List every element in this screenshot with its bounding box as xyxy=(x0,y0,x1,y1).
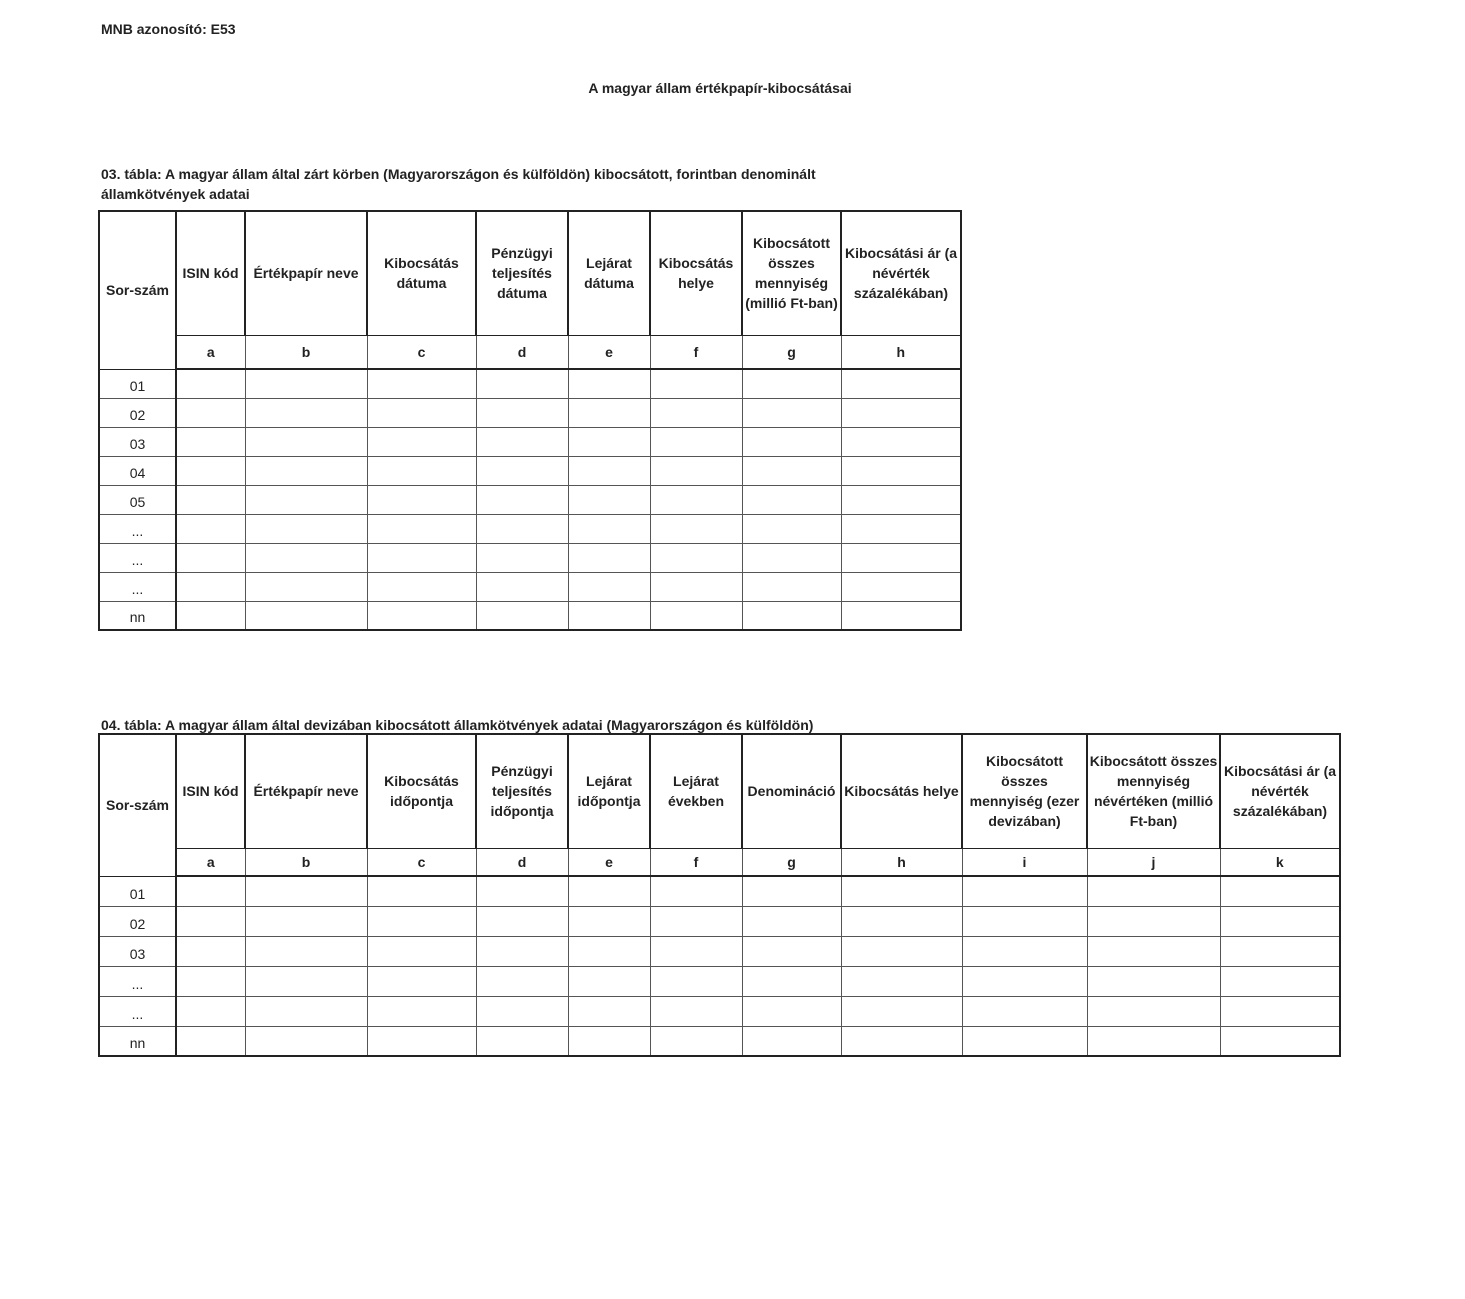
table-04-caption: 04. tábla: A magyar állam által devizában kibocsátott államkötvények adatai (Magyarországon és külföldön) xyxy=(101,717,814,733)
data-cell[interactable] xyxy=(742,996,841,1026)
column-header: Denomináció xyxy=(742,734,841,848)
row-number: 01 xyxy=(99,876,176,906)
row-number: 03 xyxy=(99,427,176,456)
data-cell[interactable] xyxy=(650,966,742,996)
table-row xyxy=(99,1026,1340,1056)
data-cell[interactable] xyxy=(650,543,742,572)
data-cell[interactable] xyxy=(962,966,1087,996)
table-row xyxy=(99,966,1340,996)
data-cell[interactable] xyxy=(367,543,476,572)
data-cell[interactable] xyxy=(1220,966,1340,996)
data-cell[interactable] xyxy=(245,936,367,966)
data-cell[interactable] xyxy=(841,966,962,996)
column-header: Lejárat időpontja xyxy=(568,734,650,848)
data-cell[interactable] xyxy=(650,369,742,398)
column-letter: c xyxy=(367,335,476,369)
data-cell[interactable] xyxy=(176,572,245,601)
data-cell[interactable] xyxy=(841,398,961,427)
table-row xyxy=(99,398,961,427)
data-cell[interactable] xyxy=(841,427,961,456)
table-03-caption: 03. tábla: A magyar állam által zárt körben (Magyarországon és külföldön) kibocsátott, forintban denominált államkötvények adatai xyxy=(101,166,816,202)
column-header: Pénzügyi teljesítés dátuma xyxy=(476,211,568,335)
data-cell[interactable] xyxy=(568,1026,650,1056)
data-cell[interactable] xyxy=(841,996,962,1026)
table-row xyxy=(99,514,961,543)
column-letter: e xyxy=(568,848,650,876)
data-cell[interactable] xyxy=(245,1026,367,1056)
column-header: Lejárat dátuma xyxy=(568,211,650,335)
data-cell[interactable] xyxy=(367,996,476,1026)
data-cell[interactable] xyxy=(1220,906,1340,936)
data-cell[interactable] xyxy=(742,369,841,398)
data-cell[interactable] xyxy=(476,906,568,936)
data-cell[interactable] xyxy=(176,369,245,398)
data-cell[interactable] xyxy=(1087,1026,1220,1056)
column-letter: a xyxy=(176,848,245,876)
data-cell[interactable] xyxy=(742,1026,841,1056)
data-cell[interactable] xyxy=(568,398,650,427)
column-header: Kibocsátott összes mennyiség (ezer devizában) xyxy=(962,734,1087,848)
table-row xyxy=(99,543,961,572)
column-header: Kibocsátási ár (a névérték százalékában) xyxy=(841,211,961,335)
data-cell[interactable] xyxy=(742,906,841,936)
column-header: Értékpapír neve xyxy=(245,211,367,335)
data-cell[interactable] xyxy=(367,456,476,485)
row-number: 02 xyxy=(99,398,176,427)
row-number: 02 xyxy=(99,906,176,936)
column-letter: g xyxy=(742,335,841,369)
column-header: Értékpapír neve xyxy=(245,734,367,848)
data-cell[interactable] xyxy=(176,514,245,543)
data-cell[interactable] xyxy=(568,514,650,543)
data-cell[interactable] xyxy=(742,485,841,514)
data-cell[interactable] xyxy=(476,485,568,514)
data-cell[interactable] xyxy=(476,369,568,398)
table-row xyxy=(99,572,961,601)
sorszam-header: Sor-szám xyxy=(99,734,176,876)
row-number: ... xyxy=(99,996,176,1026)
data-cell[interactable] xyxy=(367,876,476,906)
data-cell[interactable] xyxy=(742,514,841,543)
table-row xyxy=(99,936,1340,966)
data-cell[interactable] xyxy=(176,427,245,456)
data-cell[interactable] xyxy=(245,996,367,1026)
column-letter: h xyxy=(841,848,962,876)
mnb-identifier: MNB azonosító: E53 xyxy=(101,21,236,37)
data-cell[interactable] xyxy=(1087,966,1220,996)
data-cell[interactable] xyxy=(650,936,742,966)
data-cell[interactable] xyxy=(841,1026,962,1056)
data-cell[interactable] xyxy=(650,514,742,543)
column-letter: e xyxy=(568,335,650,369)
data-cell[interactable] xyxy=(367,369,476,398)
data-cell[interactable] xyxy=(245,456,367,485)
data-cell[interactable] xyxy=(841,876,962,906)
data-cell[interactable] xyxy=(742,601,841,630)
data-cell[interactable] xyxy=(742,427,841,456)
column-header: Lejárat években xyxy=(650,734,742,848)
data-cell[interactable] xyxy=(742,876,841,906)
data-cell[interactable] xyxy=(245,876,367,906)
row-number: ... xyxy=(99,543,176,572)
data-cell[interactable] xyxy=(742,572,841,601)
data-cell[interactable] xyxy=(1087,876,1220,906)
data-cell[interactable] xyxy=(742,543,841,572)
data-cell[interactable] xyxy=(1220,936,1340,966)
row-number: nn xyxy=(99,1026,176,1056)
data-cell[interactable] xyxy=(245,906,367,936)
column-header: Kibocsátott összes mennyiség (millió Ft-ban) xyxy=(742,211,841,335)
row-number: ... xyxy=(99,572,176,601)
table-row xyxy=(99,996,1340,1026)
data-cell[interactable] xyxy=(176,485,245,514)
data-cell[interactable] xyxy=(650,906,742,936)
data-cell[interactable] xyxy=(176,966,245,996)
data-cell[interactable] xyxy=(841,369,961,398)
data-cell[interactable] xyxy=(245,369,367,398)
data-cell[interactable] xyxy=(568,543,650,572)
table-04 xyxy=(98,733,1341,1057)
data-cell[interactable] xyxy=(1087,936,1220,966)
row-number: 04 xyxy=(99,456,176,485)
column-header: Kibocsátás dátuma xyxy=(367,211,476,335)
column-letter: c xyxy=(367,848,476,876)
data-cell[interactable] xyxy=(476,966,568,996)
data-cell[interactable] xyxy=(476,936,568,966)
column-header: ISIN kód xyxy=(176,734,245,848)
table-03 xyxy=(98,210,962,631)
row-number: ... xyxy=(99,966,176,996)
data-cell[interactable] xyxy=(742,936,841,966)
data-cell[interactable] xyxy=(650,427,742,456)
row-number: 03 xyxy=(99,936,176,966)
table-row xyxy=(99,601,961,630)
data-cell[interactable] xyxy=(176,936,245,966)
table-row xyxy=(99,485,961,514)
data-cell[interactable] xyxy=(476,514,568,543)
data-cell[interactable] xyxy=(962,936,1087,966)
data-cell[interactable] xyxy=(841,543,961,572)
data-cell[interactable] xyxy=(841,906,962,936)
column-letter: a xyxy=(176,335,245,369)
data-cell[interactable] xyxy=(367,601,476,630)
column-header: Kibocsátási ár (a névérték százalékában) xyxy=(1220,734,1340,848)
data-cell[interactable] xyxy=(841,936,962,966)
sorszam-header: Sor-szám xyxy=(99,211,176,369)
data-cell[interactable] xyxy=(568,369,650,398)
data-cell[interactable] xyxy=(176,601,245,630)
row-number: 01 xyxy=(99,369,176,398)
data-cell[interactable] xyxy=(176,398,245,427)
data-cell[interactable] xyxy=(568,485,650,514)
data-cell[interactable] xyxy=(176,996,245,1026)
data-cell[interactable] xyxy=(650,398,742,427)
column-header: Kibocsátás helye xyxy=(841,734,962,848)
data-cell[interactable] xyxy=(650,876,742,906)
data-cell[interactable] xyxy=(1220,876,1340,906)
data-cell[interactable] xyxy=(962,906,1087,936)
data-cell[interactable] xyxy=(367,427,476,456)
data-cell[interactable] xyxy=(245,398,367,427)
data-cell[interactable] xyxy=(367,1026,476,1056)
data-cell[interactable] xyxy=(245,485,367,514)
column-header: Pénzügyi teljesítés időpontja xyxy=(476,734,568,848)
data-cell[interactable] xyxy=(245,572,367,601)
data-cell[interactable] xyxy=(841,601,961,630)
data-cell[interactable] xyxy=(650,572,742,601)
data-cell[interactable] xyxy=(476,427,568,456)
row-number: nn xyxy=(99,601,176,630)
data-cell[interactable] xyxy=(650,485,742,514)
data-cell[interactable] xyxy=(962,996,1087,1026)
column-letter: d xyxy=(476,335,568,369)
data-cell[interactable] xyxy=(568,456,650,485)
data-cell[interactable] xyxy=(367,398,476,427)
data-cell[interactable] xyxy=(476,601,568,630)
data-cell[interactable] xyxy=(1087,906,1220,936)
column-header: Kibocsátás időpontja xyxy=(367,734,476,848)
data-cell[interactable] xyxy=(650,1026,742,1056)
document-title: A magyar állam értékpapír-kibocsátásai xyxy=(588,80,852,96)
data-cell[interactable] xyxy=(742,398,841,427)
column-letter: b xyxy=(245,848,367,876)
column-header: Kibocsátott összes mennyiség névértéken (millió Ft-ban) xyxy=(1087,734,1220,848)
data-cell[interactable] xyxy=(568,876,650,906)
data-cell[interactable] xyxy=(841,514,961,543)
data-cell[interactable] xyxy=(367,936,476,966)
data-cell[interactable] xyxy=(476,543,568,572)
column-header: ISIN kód xyxy=(176,211,245,335)
data-cell[interactable] xyxy=(245,514,367,543)
row-number: 05 xyxy=(99,485,176,514)
column-letter: j xyxy=(1087,848,1220,876)
row-number: ... xyxy=(99,514,176,543)
data-cell[interactable] xyxy=(650,601,742,630)
data-cell[interactable] xyxy=(568,427,650,456)
data-cell[interactable] xyxy=(367,966,476,996)
data-cell[interactable] xyxy=(176,543,245,572)
data-cell[interactable] xyxy=(176,1026,245,1056)
column-letter: f xyxy=(650,335,742,369)
column-header: Kibocsátás helye xyxy=(650,211,742,335)
data-cell[interactable] xyxy=(1220,996,1340,1026)
data-cell[interactable] xyxy=(650,456,742,485)
column-letter: g xyxy=(742,848,841,876)
column-letter: k xyxy=(1220,848,1340,876)
data-cell[interactable] xyxy=(568,996,650,1026)
column-letter: b xyxy=(245,335,367,369)
table-row xyxy=(99,876,1340,906)
data-cell[interactable] xyxy=(245,543,367,572)
data-cell[interactable] xyxy=(1220,1026,1340,1056)
data-cell[interactable] xyxy=(568,966,650,996)
data-cell[interactable] xyxy=(568,936,650,966)
table-row xyxy=(99,427,961,456)
table-row xyxy=(99,456,961,485)
data-cell[interactable] xyxy=(476,456,568,485)
data-cell[interactable] xyxy=(476,572,568,601)
data-cell[interactable] xyxy=(245,601,367,630)
data-cell[interactable] xyxy=(841,572,961,601)
data-cell[interactable] xyxy=(367,906,476,936)
table-row xyxy=(99,906,1340,936)
column-letter: f xyxy=(650,848,742,876)
data-cell[interactable] xyxy=(245,427,367,456)
data-cell[interactable] xyxy=(962,876,1087,906)
table-row xyxy=(99,369,961,398)
data-cell[interactable] xyxy=(650,996,742,1026)
data-cell[interactable] xyxy=(962,1026,1087,1056)
data-cell[interactable] xyxy=(568,601,650,630)
column-letter: d xyxy=(476,848,568,876)
data-cell[interactable] xyxy=(568,572,650,601)
data-cell[interactable] xyxy=(476,876,568,906)
data-cell[interactable] xyxy=(1087,996,1220,1026)
column-letter: h xyxy=(841,335,961,369)
data-cell[interactable] xyxy=(367,485,476,514)
data-cell[interactable] xyxy=(176,906,245,936)
column-letter: i xyxy=(962,848,1087,876)
data-cell[interactable] xyxy=(245,966,367,996)
data-cell[interactable] xyxy=(176,876,245,906)
data-cell[interactable] xyxy=(476,996,568,1026)
data-cell[interactable] xyxy=(367,572,476,601)
data-cell[interactable] xyxy=(841,485,961,514)
data-cell[interactable] xyxy=(742,966,841,996)
data-cell[interactable] xyxy=(367,514,476,543)
data-cell[interactable] xyxy=(176,456,245,485)
data-cell[interactable] xyxy=(568,906,650,936)
data-cell[interactable] xyxy=(841,456,961,485)
data-cell[interactable] xyxy=(742,456,841,485)
data-cell[interactable] xyxy=(476,1026,568,1056)
data-cell[interactable] xyxy=(476,398,568,427)
